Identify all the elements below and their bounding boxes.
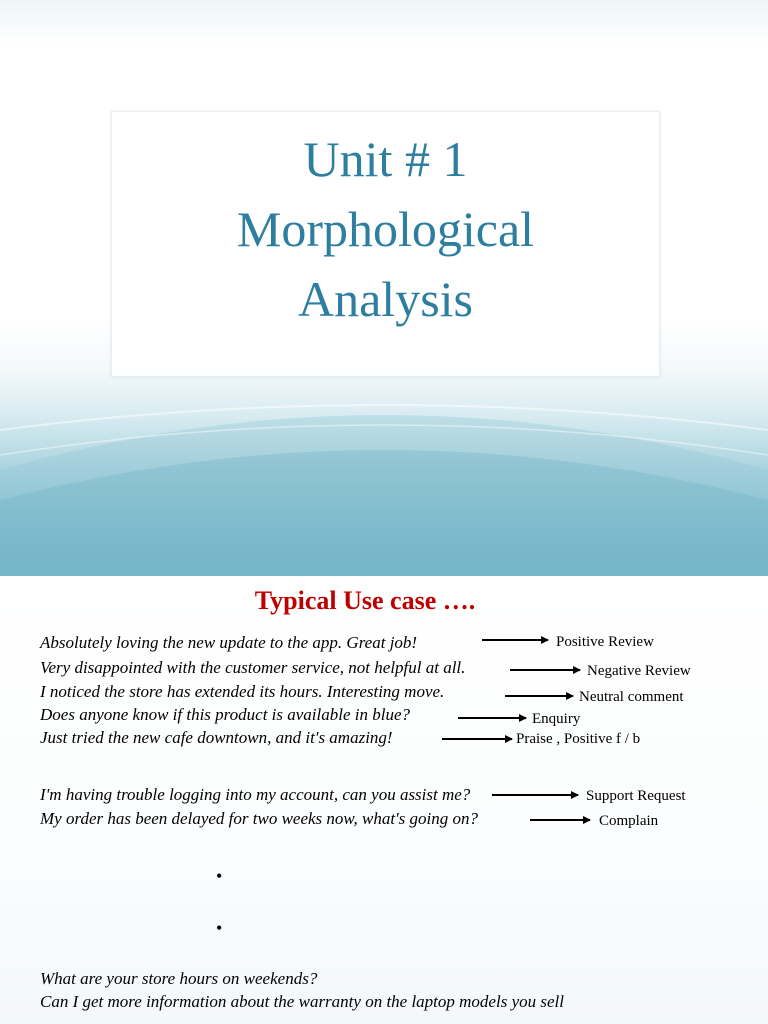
example-text: My order has been delayed for two weeks now, what's going on? (40, 809, 479, 828)
slide-title (112, 124, 659, 334)
bullet-point: • (216, 918, 223, 938)
example-text: Very disappointed with the customer service, not helpful at all. (40, 658, 466, 677)
arrow-right-icon (456, 711, 528, 725)
classification-label: Praise , Positive f / b (516, 731, 641, 747)
use-case-slide (0, 576, 768, 1024)
arrow-right-icon (440, 732, 514, 746)
title-line-2: Morphological (236, 201, 535, 257)
example-text: Just tried the new cafe downtown, and it's amazing! (40, 728, 393, 747)
title-line-1: Unit # 1 (303, 131, 468, 187)
arrow-right-icon (508, 663, 582, 677)
arrow-right-icon (528, 813, 592, 827)
example-text: I'm having trouble logging into my account, can you assist me? (40, 785, 471, 804)
question-text: Can I get more information about the warranty on the laptop models you sell (40, 992, 564, 1011)
bullet-point: • (216, 866, 223, 886)
classification-label: Enquiry (532, 711, 581, 727)
title-line-3: Analysis (298, 271, 473, 327)
arrow-right-icon (490, 788, 580, 802)
example-text: Does anyone know if this product is available in blue? (40, 705, 411, 724)
classification-label: Support Request (586, 788, 686, 804)
question-text: What are your store hours on weekends? (40, 969, 318, 988)
example-text: Absolutely loving the new update to the app. Great job! (40, 633, 418, 652)
arrow-right-icon (480, 633, 550, 647)
classification-label: Positive Review (556, 634, 654, 650)
arrow-right-icon (503, 689, 575, 703)
classification-label: Complain (599, 813, 659, 829)
title-box (111, 111, 660, 377)
slide-heading: Typical Use case …. (254, 586, 476, 615)
example-text: I noticed the store has extended its hours. Interesting move. (40, 682, 445, 701)
classification-label: Neutral comment (579, 689, 684, 705)
classification-label: Negative Review (587, 663, 691, 679)
